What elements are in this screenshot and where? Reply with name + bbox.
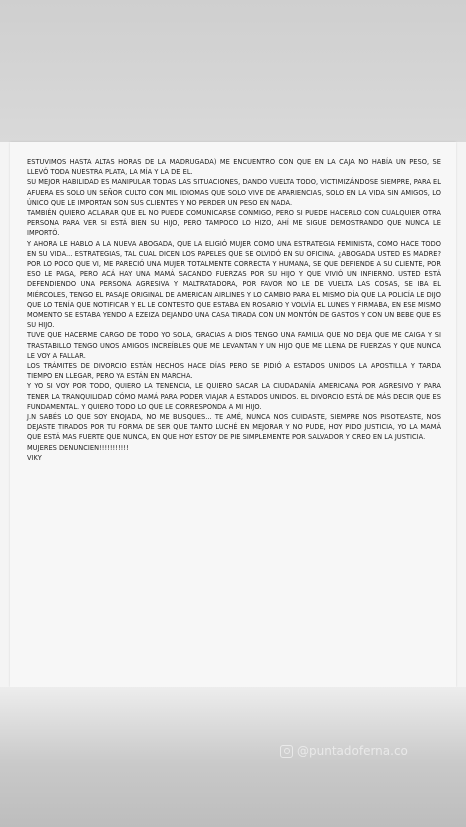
paragraph-6: LOS TRÁMITES DE DIVORCIO ESTÁN HECHOS HACE DÍAS PERO SE PIDIÓ A ESTADOS UNIDOS LA APOSTILLA Y TARDA TIEMPO EN LLEGAR, PERO YA ESTÁN EN MARCHA. bbox=[27, 362, 441, 381]
letter-body bbox=[27, 157, 441, 463]
paragraph-2: SU MEJOR HABILIDAD ES MANIPULAR TODAS LAS SITUACIONES, DANDO VUELTA TODO, VICTIMIZÁNDOSE SIEMPRE, PARA EL AFUERA ES SOLO UN SEÑOR CULTO CON MIL IDIOMAS QUE SOLO VIVE DE APARIENCIAS, SOLO EN LA VIDA SIN AMIGOS, LO ÚNICO QUE LE IMPORTAN SON SUS CLIENTES Y NO PERDER UN PESO EN NADA. bbox=[27, 178, 441, 207]
paragraph-5: TUVE QUE HACERME CARGO DE TODO YO SOLA, GRACIAS A DIOS TENGO UNA FAMILIA QUE NO DEJA QUE ME CAIGA Y SI TRASTABILLO TENGO UNOS AMIGOS INCREÍBLES QUE ME LEVANTAN Y UN HIJO QUE ME LLENA DE FUERZAS Y QUE NUNCA LE VOY A FALLAR. bbox=[27, 331, 441, 360]
paragraph-1: ESTUVIMOS HASTA ALTAS HORAS DE LA MADRUGADA) ME ENCUENTRO CON QUE EN LA CAJA NO HABÍA UN PESO, SE LLEVÓ TODA NUESTRA PLATA, LA MÍA Y LA DE EL. bbox=[27, 158, 441, 177]
watermark bbox=[280, 744, 408, 758]
top-background bbox=[0, 0, 466, 142]
paragraph-8: J.N SABÉS LO QUE SOY ENOJADA, NO ME BUSQUES... TE AMÉ, NUNCA NOS CUIDASTE, SIEMPRE NOS PISOTEASTE, NOS DEJASTE TIRADOS POR TU FORMA DE SER QUE TANTO LUCHÉ EN MEJORAR Y NO PUDE, HOY PIDO JUSTICIA, YO LA MAMÁ QUE ESTÁ MAS FUERTE QUE NUNCA, EN QUE HOY ESTOY DE PIE SIMPLEMENTE POR SALVADOR Y CREO EN LA JUSTICIA. bbox=[27, 413, 441, 442]
paragraph-4: Y AHORA LE HABLO A LA NUEVA ABOGADA, QUE LA ELIGIÓ MUJER COMO UNA ESTRATEGIA FEMINISTA, COMO HACE TODO EN SU VIDA... ESTRATEGIAS, TAL CUAL DICEN LOS PAPELES QUE SE OLVIDÓ EN SU OFICINA. ¿ABOGADA USTED ES MADRE? POR LO POCO QUE VI, ME PARECIÓ UNA MUJER TOTALMENTE CORRECTA Y HUMANA, SE QUE DEFIENDE A SU CLIENTE, POR ESO LE PAGA, PERO ACÁ HAY UNA MAMÁ SACANDO FUERZAS POR SU HIJO Y QUE VIVIÓ UN INFIERNO. USTED ESTÁ DEFENDIENDO UNA PERSONA AGRESIVA Y MALTRATADORA, POR FAVOR NO LE DE VUELTA LAS COSAS, SE IBA EL MIÉRCOLES, TENGO EL PASAJE ORIGINAL DE AMERICAN AIRLINES Y LO CAMBIO PARA EL MISMO DÍA QUE LA POLICÍA LE DIJO QUE LO TENÍA QUE NOTIFICAR Y EL LE CONTESTO QUE ESTABA EN ROSARIO Y VOLVÍA EL LUNES Y FIRMABA, EN ESE MISMO MOMENTO SE ESTABA YENDO A EZEIZA DEJANDO UNA CASA TIRADA CON UN MONTÓN DE GASTOS Y CON UN BEBE QUE ES SU HIJO. bbox=[27, 239, 441, 330]
paragraph-3: TAMBIÉN QUIERO ACLARAR QUE EL NO PUEDE COMUNICARSE CONMIGO, PERO SI PUEDE HACERLO CON CUALQUIER OTRA PERSONA PARA VER SI ESTÁ BIEN SU HIJO, PERO TAMPOCO LO HIZO, AHÍ ME SIGUE DEMOSTRANDO QUE NUNCA LE IMPORTÓ. bbox=[27, 209, 441, 238]
watermark-handle: @puntadoferna.co bbox=[297, 744, 408, 758]
paragraph-9: MUJERES DENUNCIEN!!!!!!!!!!! bbox=[27, 443, 129, 452]
paragraph-7: Y YO SI VOY POR TODO, QUIERO LA TENENCIA, LE QUIERO SACAR LA CIUDADANÍA AMERICANA POR AGRESIVO Y PARA TENER LA TRANQUILIDAD CÓMO MAMÁ PARA PODER VIAJAR A ESTADOS UNIDOS. EL DIVORCIO ESTÁ DE MÁS DECIR QUE ES FUNDAMENTAL. Y QUIERO TODO LO QUE LE CORRESPONDA A MI HIJO. bbox=[27, 382, 441, 411]
instagram-icon bbox=[280, 745, 293, 758]
signature: VIKY bbox=[27, 453, 42, 462]
